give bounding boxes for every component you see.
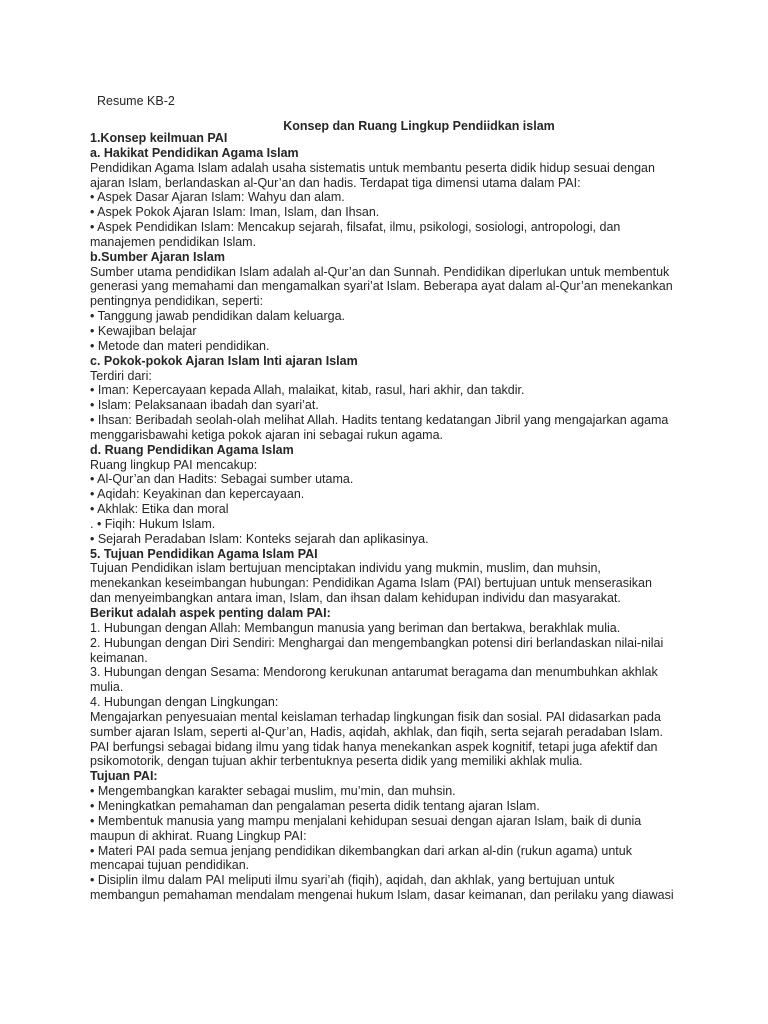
- paragraph-line: . • Fiqih: Hukum Islam.: [90, 516, 216, 531]
- paragraph-line: • Materi PAI pada semua jenjang pendidikan dikembangkan dari arkan al-din (rukun agama) untuk: [90, 843, 632, 858]
- paragraph-line: membangun pemahaman mendalam mengenai hukum Islam, dasar keimanan, dan perilaku yang diawasi: [90, 888, 674, 903]
- paragraph-line: Sumber utama pendidikan Islam adalah al-Qur’an dan Sunnah. Pendidikan diperlukan untuk membentuk: [90, 264, 670, 279]
- section-heading: c. Pokok-pokok Ajaran Islam Inti ajaran Islam: [90, 353, 358, 368]
- paragraph-line: • Meningkatkan pemahaman dan pengalaman peserta didik tentang ajaran Islam.: [90, 798, 540, 813]
- paragraph-line: • Ihsan: Beribadah seolah-olah melihat Allah. Hadits tentang kedatangan Jibril yang mengajarkan agama: [90, 413, 669, 428]
- paragraph-line: • Metode dan materi pendidikan.: [90, 338, 270, 353]
- document-body: [90, 131, 690, 903]
- paragraph-line: • Disiplin ilmu dalam PAI meliputi ilmu syari’ah (fiqih), aqidah, dan akhlak, yang bertujuan untuk: [90, 873, 615, 888]
- section-heading: Tujuan PAI:: [90, 769, 158, 784]
- resume-label: Resume KB-2: [97, 94, 175, 108]
- paragraph-line: PAI berfungsi sebagai bidang ilmu yang tidak hanya menekankan aspek kognitif, tetapi juga afektif dan: [90, 739, 658, 754]
- paragraph-line: mencapai tujuan pendidikan.: [90, 858, 250, 873]
- paragraph-line: dan menyeimbangkan antara iman, Islam, dan ihsan dalam kehidupan individu dan masyarakat.: [90, 591, 621, 606]
- paragraph-line: • Kewajiban belajar: [90, 323, 197, 338]
- section-heading: Berikut adalah aspek penting dalam PAI:: [90, 606, 331, 620]
- paragraph-line: • Aspek Pendidikan Islam: Mencakup sejarah, filsafat, ilmu, psikologi, sosiologi, antropologi, dan: [90, 220, 621, 235]
- paragraph-line: manajemen pendidikan Islam.: [90, 234, 257, 249]
- paragraph-line: • Membentuk manusia yang mampu menjalani kehidupan sesuai dengan ajaran Islam, baik di dunia: [90, 813, 642, 828]
- paragraph-line: pentingnya pendidikan, seperti:: [90, 294, 264, 309]
- paragraph-line: 1. Hubungan dengan Allah: Membangun manusia yang beriman dan bertakwa, berakhlak mulia.: [90, 620, 621, 635]
- paragraph-line: 2. Hubungan dengan Diri Sendiri: Menghargai dan mengembangkan potensi diri berlandaskan nilai-nilai: [90, 635, 664, 650]
- paragraph-line: • Aspek Dasar Ajaran Islam: Wahyu dan alam.: [90, 190, 345, 205]
- paragraph-line: mulia.: [90, 680, 124, 695]
- section-heading: 1.Konsep keilmuan PAI: [90, 131, 228, 145]
- paragraph-line: • Mengembangkan karakter sebagai muslim, mu’min, dan muhsin.: [90, 784, 456, 799]
- paragraph-line: • Aspek Pokok Ajaran Islam: Iman, Islam, dan Ihsan.: [90, 205, 380, 220]
- section-heading: 5. Tujuan Pendidikan Agama Islam PAI: [90, 546, 318, 561]
- paragraph-line: Ruang lingkup PAI mencakup:: [90, 457, 258, 472]
- section-heading: b.Sumber Ajaran Islam: [90, 249, 225, 264]
- paragraph-line: psikomotorik, dengan tujuan akhir terbentuknya peserta didik yang memiliki akhlak mulia.: [90, 754, 583, 769]
- paragraph-line: maupun di akhirat. Ruang Lingkup PAI:: [90, 828, 307, 843]
- section-heading: a. Hakikat Pendidikan Agama Islam: [90, 145, 299, 160]
- paragraph-line: Pendidikan Agama Islam adalah usaha sistematis untuk membantu peserta didik hidup sesuai dengan: [90, 160, 655, 175]
- paragraph-line: menggarisbawahi ketiga pokok ajaran ini sebagai rukun agama.: [90, 427, 443, 442]
- paragraph-line: • Tanggung jawab pendidikan dalam keluarga.: [90, 309, 346, 324]
- paragraph-line: Tujuan Pendidikan islam bertujuan menciptakan individu yang mukmin, muslim, dan muhsin,: [90, 561, 601, 576]
- paragraph-line: 3. Hubungan dengan Sesama: Mendorong kerukunan antarumat beragama dan menumbuhkan akhlak: [90, 665, 658, 680]
- paragraph-line: • Islam: Pelaksanaan ibadah dan syari’at.: [90, 398, 319, 413]
- paragraph-line: Terdiri dari:: [90, 368, 152, 383]
- document-title: Konsep dan Ruang Lingkup Pendiidkan islam: [283, 119, 555, 133]
- paragraph-line: menekankan keseimbangan hubungan: Pendidikan Agama Islam (PAI) bertujuan untuk menserasikan: [90, 576, 652, 591]
- paragraph-line: generasi yang memahami dan mengamalkan syari’at Islam. Beberapa ayat dalam al-Qur’an menekankan: [90, 279, 673, 294]
- paragraph-line: sumber ajaran Islam, seperti al-Qur’an, Hadis, aqidah, akhlak, dan fiqih, serta sejarah peradaban Islam.: [90, 724, 663, 739]
- paragraph-line: Mengajarkan penyesuaian mental keislaman terhadap lingkungan fisik dan sosial. PAI didasarkan pada: [90, 709, 661, 724]
- section-heading: d. Ruang Pendidikan Agama Islam: [90, 442, 294, 457]
- paragraph-line: • Iman: Kepercayaan kepada Allah, malaikat, kitab, rasul, hari akhir, dan takdir.: [90, 383, 525, 398]
- paragraph-line: • Aqidah: Keyakinan dan kepercayaan.: [90, 487, 305, 502]
- paragraph-line: • Sejarah Peradaban Islam: Konteks sejarah dan aplikasinya.: [90, 531, 429, 546]
- paragraph-line: • Al-Qur’an dan Hadits: Sebagai sumber utama.: [90, 472, 354, 487]
- paragraph-line: • Akhlak: Etika dan moral: [90, 502, 229, 517]
- paragraph-line: ajaran Islam, berlandaskan al-Qur’an dan hadis. Terdapat tiga dimensi utama dalam PAI:: [90, 175, 581, 190]
- paragraph-line: keimanan.: [90, 650, 148, 665]
- paragraph-line: 4. Hubungan dengan Lingkungan:: [90, 695, 279, 710]
